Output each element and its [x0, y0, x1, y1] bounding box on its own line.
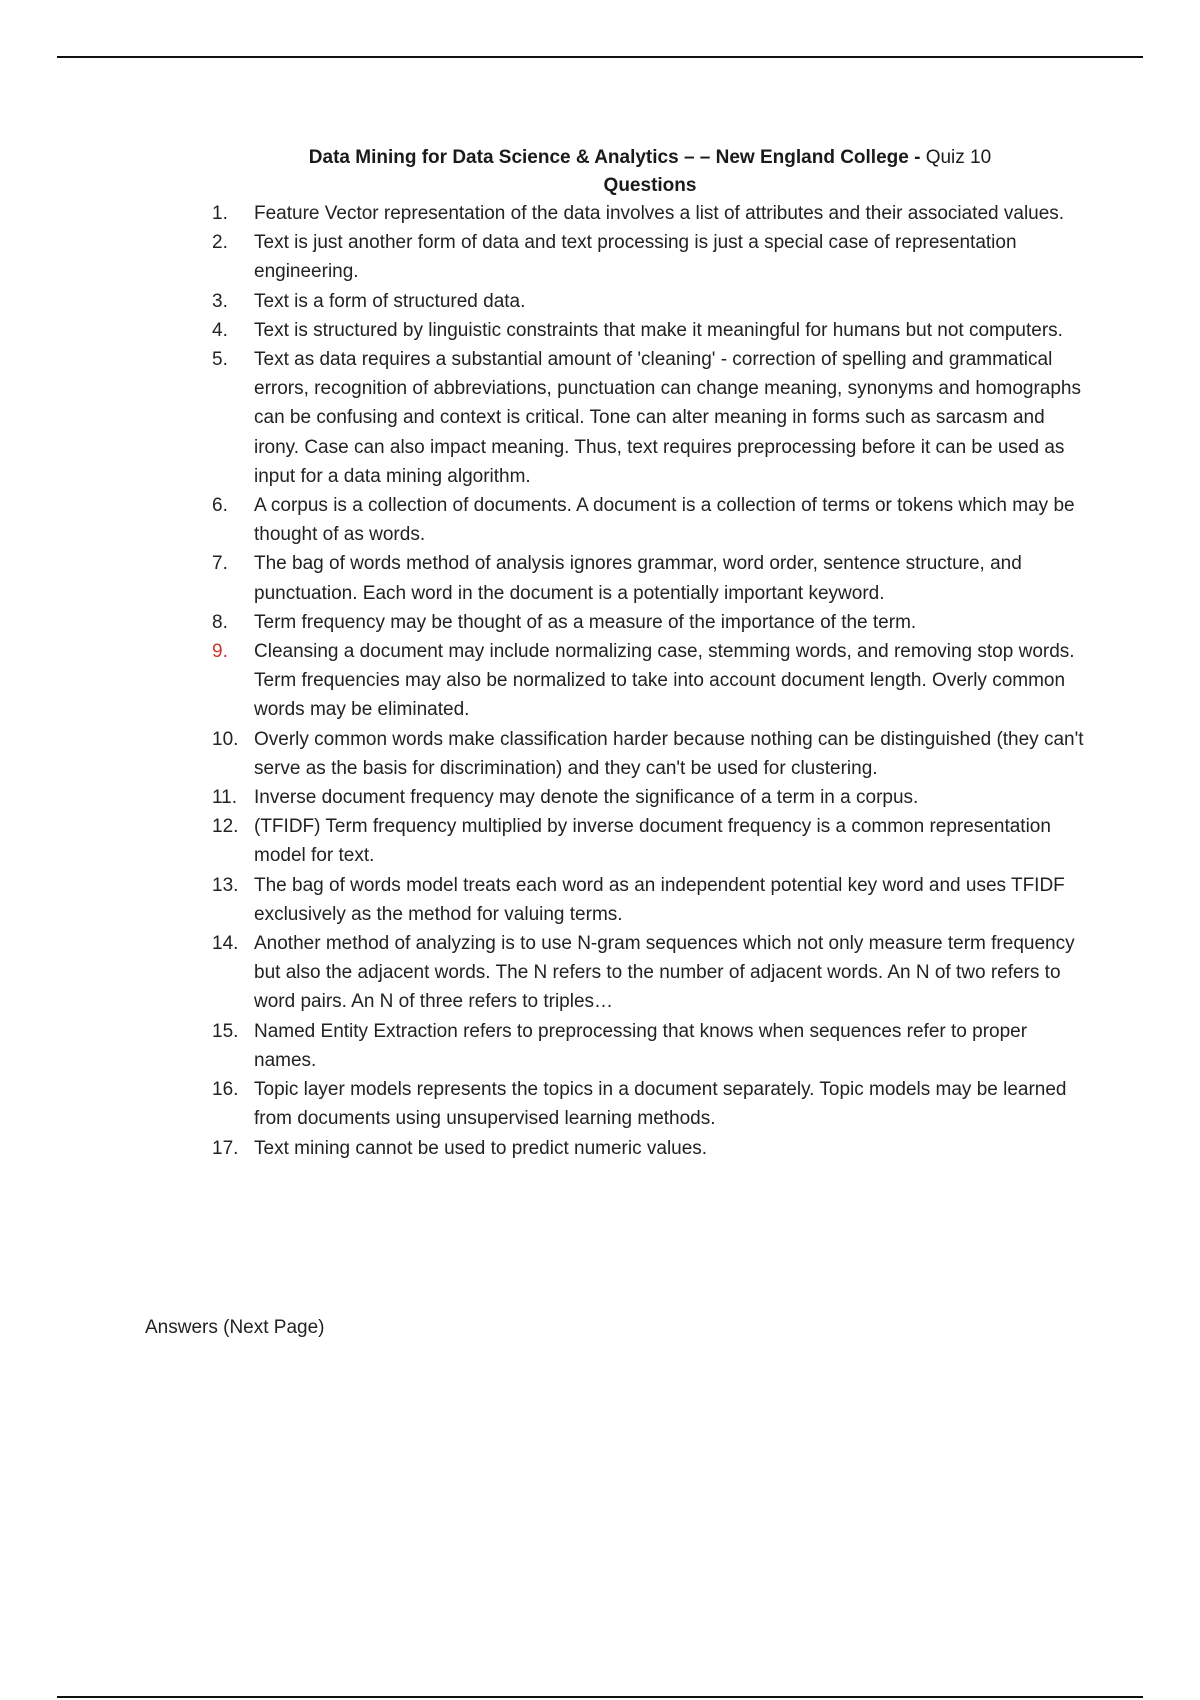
question-item — [212, 637, 1092, 725]
question-number: 3. — [212, 290, 228, 312]
question-item — [212, 812, 1092, 870]
question-text: The bag of words model treats each word as an independent potential key word and uses TFIDF exclusively as the method for valuing terms. — [254, 874, 1065, 925]
question-number: 10. — [212, 728, 239, 750]
question-number-highlighted: 9. — [212, 641, 228, 663]
page-title-quiz: Quiz 10 — [920, 147, 992, 168]
question-text: Text is structured by linguistic constraints that make it meaningful for humans but not computers. — [254, 319, 1063, 341]
question-item — [212, 929, 1092, 1017]
question-item — [212, 345, 1092, 491]
question-item — [212, 725, 1092, 783]
question-text: Topic layer models represents the topics in a document separately. Topic models may be learned from documents using unsupervised learning methods. — [254, 1079, 1067, 1130]
page-title — [150, 144, 1150, 172]
question-text: Feature Vector representation of the data involves a list of attributes and their associated values. — [254, 203, 1065, 224]
answers-next-page-note: Answers (Next Page) — [145, 1317, 325, 1338]
question-number: 11. — [212, 787, 238, 809]
document-header — [150, 144, 1150, 200]
question-item — [212, 1075, 1092, 1133]
question-list — [212, 199, 1092, 1163]
question-number: 16. — [212, 1079, 239, 1101]
question-number: 14. — [212, 933, 239, 955]
question-text: Text is a form of structured data. — [254, 290, 526, 312]
question-text: A corpus is a collection of documents. A document is a collection of terms or tokens which may be thought of as words. — [254, 495, 1075, 546]
page-subtitle: Questions — [603, 175, 697, 196]
question-item — [212, 287, 1092, 316]
question-text: The bag of words method of analysis ignores grammar, word order, sentence structure, and punctuation. Each word in the document is a potentially important keyword. — [254, 553, 1022, 604]
question-text: Named Entity Extraction refers to preprocessing that knows when sequences refer to proper names. — [254, 1020, 1028, 1071]
question-number: 1. — [212, 203, 228, 224]
question-number: 15. — [212, 1020, 239, 1042]
question-number: 4. — [212, 319, 228, 341]
question-text: Inverse document frequency may denote the significance of a term in a corpus. — [254, 787, 919, 809]
page-title-course: Data Mining for Data Science & Analytics – – New England College - — [308, 147, 921, 168]
question-item — [212, 608, 1092, 637]
bottom-rule — [57, 1696, 1143, 1698]
question-item — [212, 316, 1092, 345]
question-number: 6. — [212, 495, 228, 517]
question-text: (TFIDF) Term frequency multiplied by inverse document frequency is a common representation model for text. — [254, 816, 1051, 867]
question-text: Overly common words make classification harder because nothing can be distinguished (they can't serve as the basis for discrimination) and they can't be used for clustering. — [254, 728, 1084, 779]
question-text: Text mining cannot be used to predict numeric values. — [254, 1137, 708, 1159]
question-number: 8. — [212, 611, 228, 633]
question-item — [212, 199, 1092, 228]
question-text: Term frequency may be thought of as a measure of the importance of the term. — [254, 611, 917, 633]
top-rule — [57, 56, 1143, 58]
question-item — [212, 491, 1092, 549]
question-text: Text is just another form of data and text processing is just a special case of representation engineering. — [254, 232, 1017, 283]
question-number: 12. — [212, 816, 239, 838]
question-text: Text as data requires a substantial amount of 'cleaning' - correction of spelling and grammatical errors, recognition of abbreviations, punctuation can change meaning, synonyms and homographs can be confusing and context is critical. Tone can alter meaning in forms such as sarcasm and irony. Case can also impact meaning. Thus, text requires preprocessing before it can be used as input for a data mining algorithm. — [254, 349, 1082, 487]
question-item — [212, 1134, 1092, 1163]
question-item — [212, 783, 1092, 812]
question-number: 5. — [212, 349, 228, 371]
question-item — [212, 228, 1092, 286]
question-item — [212, 871, 1092, 929]
question-number: 13. — [212, 874, 239, 896]
question-number: 17. — [212, 1137, 239, 1159]
question-text: Cleansing a document may include normalizing case, stemming words, and removing stop words. Term frequencies may also be normalized to take into account document length. Overly common words may be eliminated. — [254, 641, 1075, 721]
question-number: 7. — [212, 553, 228, 575]
question-item — [212, 549, 1092, 607]
question-item — [212, 1017, 1092, 1075]
question-text: Another method of analyzing is to use N-gram sequences which not only measure term frequency but also the adjacent words. The N refers to the number of adjacent words. An N of two refers to word pairs. An N of three refers to triples… — [254, 933, 1075, 1013]
question-number: 2. — [212, 232, 228, 254]
